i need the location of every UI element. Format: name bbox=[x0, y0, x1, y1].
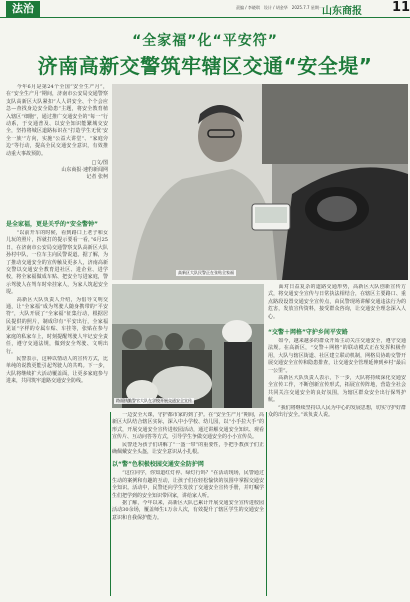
driver-photo-caption: 高新区大队民警正在张贴全家福 bbox=[178, 270, 234, 275]
school-photo bbox=[112, 284, 264, 408]
driver-photo-image bbox=[112, 84, 408, 280]
right-paragraph: 面对日益复杂的道路交通形势，高新区大队创新宣传方式，将交通安全宣传与日常执法相结合，在辖区主要路口、重点路段设置交通安全宣传点，由民警现场讲解交通违法行为的危害，发放宣传资料，接受群众咨询，让交通安全理念深入人心。 bbox=[268, 284, 406, 320]
column-divider bbox=[266, 412, 267, 596]
driver-photo bbox=[112, 84, 408, 280]
headline-kicker: “全家福”化“平安符” bbox=[132, 33, 278, 49]
middle-paragraph: 民警还为孩子们讲解了“一盔一带”的重要性，手把手教孩子们正确佩戴安全头盔，让安全意识从小扎根。 bbox=[112, 441, 264, 456]
school-photo-caption: 路面执勤警官大队在学校开展交通安全宣传 bbox=[116, 398, 192, 403]
right-section-title: “交警＋网格”守护乡间平安路 bbox=[268, 329, 348, 337]
newspaper-name: 山东商报 bbox=[322, 6, 362, 17]
right-paragraph: “我们将继续坚持以人民为中心的发展思想，切实守护好群众的出行安全。”该负责人说。 bbox=[268, 404, 406, 419]
header-meta: 责编 / 李晓琪 设计 / 胡金华 2025.7.7 星期一 bbox=[236, 5, 323, 10]
page-number: 11 bbox=[392, 0, 410, 15]
left-section-title: 是全家福，更是关乎的“安全警钟” bbox=[6, 221, 98, 228]
right-paragraph: 如今，越来越多的群众开始主动关注交通安全，遵守交通法规。在高新区，“交警＋网格”的联动模式正在发挥积极作用，大队与辖区街道、社区建立联动机制，网格员协助交警开展交通安全宣传和隐患排查，让交通安全管理延伸到乡村“最后一公里”。 bbox=[268, 338, 406, 374]
school-photo-image bbox=[112, 284, 264, 408]
left-paragraph: 高新区大队负责人介绍，为倡导文明交通，让“全家福”成为驾驶人随身携带的“平安符”，大队开展了“全家福”征集行动，根据居民提供的照片，制成印有“平安出行，全家福见证”字样的专属车贴、车挂等，张贴在参与家庭的私家车上，时刻提醒驾驶人牢记安全责任，遵守交通法规，做到安全驾驶、文明出行。 bbox=[6, 296, 108, 355]
middle-column bbox=[112, 412, 264, 596]
middle-paragraph: 据了解，今年以来，高新区大队已累计开展交通安全宣传进校园活动30余场，覆盖师生1万余人次，有效提升了辖区学生的交通安全意识和自我保护能力。 bbox=[112, 500, 264, 521]
left-paragraph: 民警表示，这种以情动人的宣传方式，比单纯的说教更能引起驾驶人的共鸣。下一步，大队将继续扩大活动覆盖面，让更多家庭参与进来，共同筑牢道路交通安全防线。 bbox=[6, 355, 108, 385]
column-divider bbox=[110, 412, 111, 596]
right-column bbox=[268, 284, 406, 596]
byline: □文/图 山东商报·速豹新闻网 记者 张柯 bbox=[61, 160, 108, 181]
lead-text: 今年6月是第24个全国“安全生产月”，在“安全生产月”期间，济南市公安局交通警察支队高新区大队紧扣“人人讲安全、个个会应急—查找身边安全隐患”主题，将安全教育植入辖区“细胞”，通过推广交通安全的“每一”行动系，于交通普及、以安全知识能繁城交安全，坚持将城区道路标识在“打造学生无忧‘安全一族’”方向，实施“公益大讲堂”、“家庭旁边”等行动，提高全民交通安全意识，有效推动重大事故预防。 bbox=[6, 84, 108, 157]
page-header bbox=[0, 0, 410, 18]
middle-paragraph: 一边安全大课，守护都市家的到了护。在“安全生产月”期间，高新区大队结合辖区实际，深入中小学校、幼儿园，以“小手拉大手”的形式，开展交通安全宣传进校园活动，通过讲解交通安全知识、观看宣传片、互动问答等方式，引导学生争做交通安全的小小宣传员。 bbox=[112, 412, 264, 441]
left-column bbox=[6, 216, 108, 596]
middle-paragraph: “这位同学，你知道红灯停、绿灯行吗？”在活动现场，民警通过生动的案例和有趣的互动，让孩子们在轻松愉快的氛围中掌握交通安全知识。活动中，民警还向学生发放了交通安全宣传手册，并叮嘱学生们把学到的安全知识带回家，讲给家人听。 bbox=[112, 470, 264, 499]
headline-title: 济南高新交警筑牢辖区交通“安全堤” bbox=[37, 54, 373, 78]
middle-section-title: 以“警”色积极校园交通安全防护网 bbox=[112, 461, 204, 469]
lead-block bbox=[6, 84, 108, 214]
right-paragraph: 高新区大队负责人表示，下一步，大队将持续深化交通安全宣传工作，不断创新宣传形式，拓展宣传阵地，营造全社会共同关注交通安全的良好氛围，为辖区群众安全出行保驾护航。 bbox=[268, 375, 406, 404]
left-paragraph: “以前开车的时候，看到路口上老子和女儿玩的照片，挥就打的提示要看一看，”6月25日，在济南市公安局交通警察支队高新区大队孙村中队，一位车主向民警说道。据了解，为了推动交通安全的宣传触及更多人，济南高新交警以交通安全教育进社区、进企业、进学校，将全家福做成车贴、把安全写进家庭，警示驾驶人在驾车时牵挂家人，为家人筑起安全堤。 bbox=[6, 230, 108, 296]
section-tag: 法治 bbox=[6, 1, 40, 17]
